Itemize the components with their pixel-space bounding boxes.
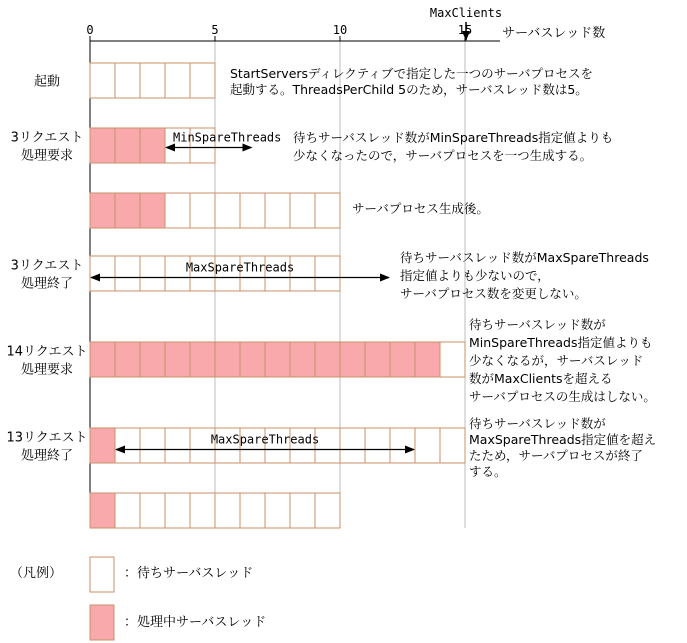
- idle-thread-cell: [90, 256, 115, 291]
- legend-busy-box: [90, 605, 114, 640]
- busy-thread-cell: [140, 128, 165, 163]
- busy-thread-cell: [90, 428, 115, 463]
- idle-thread-cell: [215, 193, 240, 228]
- busy-thread-cell: [90, 128, 115, 163]
- row-14-requests: [6, 317, 655, 404]
- row-description: StartServersディレクティブで指定した一つのサーバプロセスを: [230, 66, 594, 81]
- row-description: 数がMaxClientsを超える: [469, 371, 613, 386]
- idle-thread-cell: [365, 428, 390, 463]
- legend-title: （凡例）: [10, 566, 63, 581]
- busy-thread-cell: [140, 193, 165, 228]
- idle-thread-cell: [90, 63, 115, 98]
- idle-thread-cell: [190, 63, 215, 98]
- busy-thread-cell: [90, 193, 115, 228]
- row-description: サーバプロセスの生成はしない。: [469, 389, 656, 404]
- busy-thread-cell: [90, 342, 115, 377]
- idle-thread-cell: [315, 256, 340, 291]
- row-3-requests: [11, 128, 614, 164]
- idle-thread-cell: [390, 428, 415, 463]
- idle-thread-cell: [440, 428, 465, 463]
- busy-thread-cell: [240, 342, 265, 377]
- tick-label: 5: [211, 23, 219, 37]
- idle-thread-cell: [440, 342, 465, 377]
- busy-thread-cell: [90, 493, 115, 528]
- busy-thread-cell: [115, 128, 140, 163]
- row-label: 13リクエスト: [6, 430, 88, 446]
- row-description: 指定値よりも少ないので，: [400, 268, 550, 283]
- legend-idle-label: ：待ちサーバスレッド: [124, 566, 254, 581]
- idle-thread-cell: [115, 63, 140, 98]
- idle-thread-cell: [340, 428, 365, 463]
- idle-thread-cell: [165, 193, 190, 228]
- row-description: 待ちサーバスレッド数が: [469, 317, 606, 332]
- legend-busy-label: ：処理中サーバスレッド: [124, 615, 267, 630]
- max-clients-label: MaxClients: [429, 6, 503, 20]
- idle-thread-cell: [115, 493, 140, 528]
- busy-thread-cell: [315, 342, 340, 377]
- row-label: 3リクエスト: [10, 130, 84, 146]
- row-description: 起動する。ThreadsPerChild 5のため，サーバスレッド数は5。: [230, 82, 588, 97]
- busy-thread-cell: [340, 342, 365, 377]
- row-label: 処理要求: [20, 362, 74, 378]
- row-final: [90, 493, 340, 528]
- idle-thread-cell: [240, 193, 265, 228]
- legend-idle-box: [90, 557, 114, 592]
- idle-thread-cell: [115, 256, 140, 291]
- busy-thread-cell: [140, 342, 165, 377]
- idle-thread-cell: [315, 493, 340, 528]
- idle-thread-cell: [140, 493, 165, 528]
- tick-label: 15: [457, 23, 473, 37]
- row-description: 少なくなったので，サーバプロセスを一つ生成する。: [293, 148, 593, 163]
- idle-thread-cell: [165, 428, 190, 463]
- idle-thread-cell: [190, 493, 215, 528]
- row-label: 処理終了: [20, 276, 74, 292]
- arrow-label: MinSpareThreads: [173, 130, 282, 145]
- idle-thread-cell: [165, 493, 190, 528]
- axis-ticks: [86, 23, 472, 41]
- arrow-label: MaxSpareThreads: [210, 432, 320, 447]
- idle-thread-cell: [315, 193, 340, 228]
- row-description: する。: [469, 464, 507, 479]
- row-label: 起動: [33, 74, 61, 90]
- idle-thread-cell: [140, 256, 165, 291]
- busy-thread-cell: [115, 342, 140, 377]
- busy-thread-cell: [190, 342, 215, 377]
- idle-thread-cell: [115, 428, 140, 463]
- row-label: 3リクエスト: [10, 258, 84, 274]
- idle-thread-cell: [240, 493, 265, 528]
- busy-thread-cell: [415, 342, 440, 377]
- legend: [10, 557, 266, 640]
- busy-thread-cell: [390, 342, 415, 377]
- busy-thread-cell: [265, 342, 290, 377]
- idle-thread-cell: [290, 193, 315, 228]
- idle-thread-cell: [265, 493, 290, 528]
- busy-thread-cell: [365, 342, 390, 377]
- idle-thread-cell: [140, 63, 165, 98]
- tick-label: 10: [332, 23, 348, 37]
- busy-thread-cell: [165, 342, 190, 377]
- arrow-label: MaxSpareThreads: [185, 260, 295, 275]
- axis-label: サーバスレッド数: [502, 26, 606, 41]
- row-description: MinSpareThreads指定値よりも: [469, 335, 653, 350]
- row-description: MaxSpareThreads指定値を超え: [469, 432, 657, 447]
- row-description: たため，サーバプロセスが終了: [469, 448, 643, 463]
- row-13-requests-done: [6, 416, 656, 479]
- row-label: 14リクエスト: [6, 344, 88, 360]
- idle-thread-cell: [140, 428, 165, 463]
- row-after-create: [90, 193, 489, 228]
- row-description: 待ちサーバスレッド数がMaxSpareThreads: [400, 250, 649, 265]
- idle-thread-cell: [165, 63, 190, 98]
- thread-count-axis: [90, 6, 605, 41]
- idle-thread-cell: [265, 193, 290, 228]
- row-3-requests-done: [11, 250, 649, 301]
- row-description: 待ちサーバスレッド数が: [469, 416, 606, 431]
- row-description: サーバプロセス数を変更しない。: [400, 286, 587, 301]
- row-description: 少なくなるが，サーバスレッド: [469, 353, 644, 368]
- busy-thread-cell: [290, 342, 315, 377]
- tick-label: 0: [86, 23, 94, 37]
- row-description: 待ちサーバスレッド数がMinSpareThreads指定値よりも: [293, 130, 614, 145]
- idle-thread-cell: [290, 493, 315, 528]
- busy-thread-cell: [115, 193, 140, 228]
- idle-thread-cell: [190, 193, 215, 228]
- idle-thread-cell: [215, 493, 240, 528]
- row-startup: [34, 63, 593, 98]
- row-label: 処理要求: [20, 148, 74, 164]
- diagram-rows: [6, 63, 656, 528]
- idle-thread-cell: [415, 428, 440, 463]
- busy-thread-cell: [215, 342, 240, 377]
- row-label: 処理終了: [20, 448, 74, 464]
- row-description: サーバプロセス生成後。: [352, 201, 489, 216]
